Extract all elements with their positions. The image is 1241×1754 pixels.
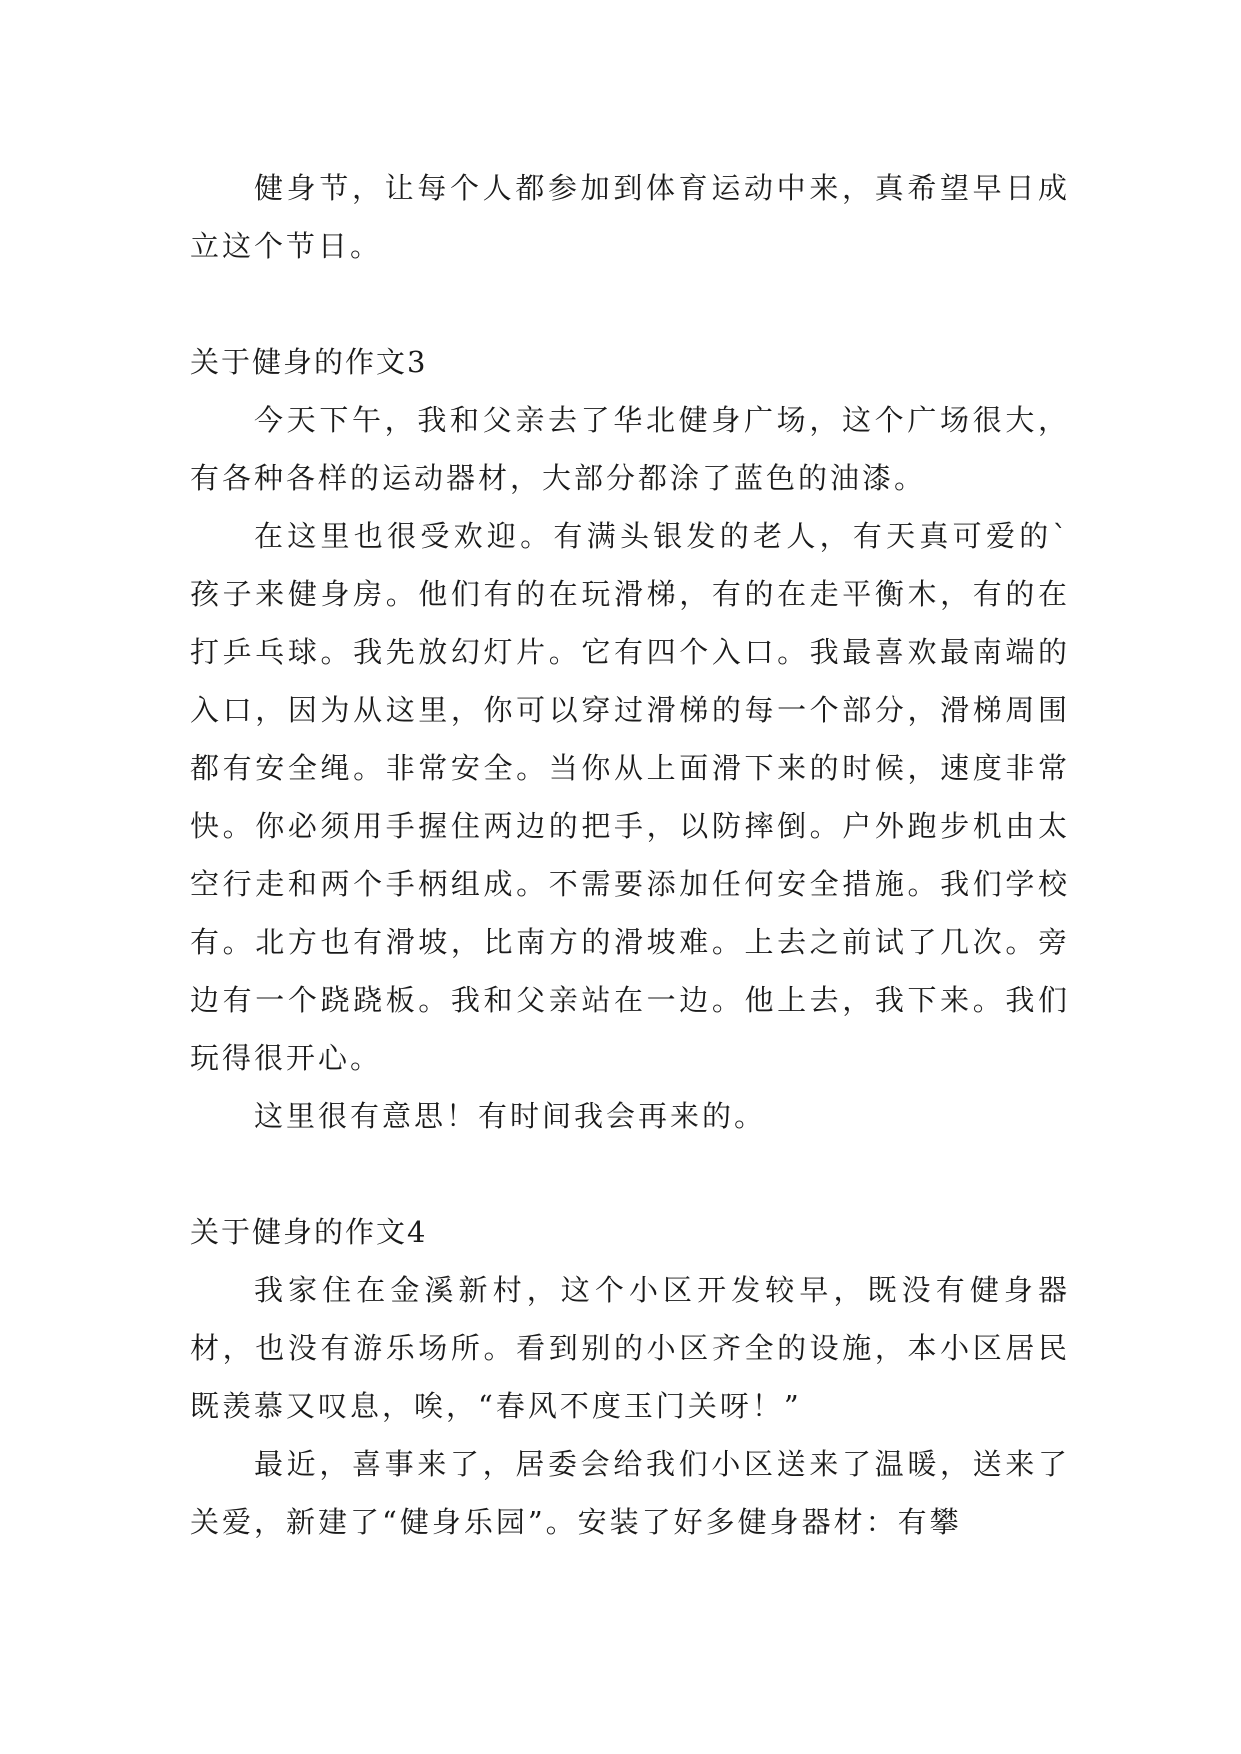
paragraph: 这里很有意思！有时间我会再来的。 (254, 1099, 767, 1133)
paragraph: 最近，喜事来了，居委会给我们小区送来了温暖，送来了关爱，新建了“健身乐园”。安装了好多健身器材：有攀 (190, 1447, 1070, 1539)
paragraph: 健身节，让每个人都参加到体育运动中来，真希望早日成立这个节日。 (190, 171, 1070, 263)
section-gap (190, 275, 1070, 333)
section-heading: 关于健身的作文4 (190, 1215, 428, 1249)
paragraph: 在这里也很受欢迎。有满头银发的老人，有天真可爱的`孩子来健身房。他们有的在玩滑梯，有的在走平衡木，有的在打乒乓球。我先放幻灯片。它有四个入口。我最喜欢最南端的入口，因为从这里，你可以穿过滑梯的每一个部分，滑梯周围都有安全绳。非常安全。当你从上面滑下来的时候，速度非常快。你必须用手握住两边的把手，以防摔倒。户外跑步机由太空行走和两个手柄组成。不需要添加任何安全措施。我们学校有。北方也有滑坡，比南方的滑坡难。上去之前试了几次。旁边有一个跷跷板。我和父亲站在一边。他上去，我下来。我们玩得很开心。 (190, 519, 1070, 1075)
document-body (190, 159, 1070, 1551)
paragraph: 我家住在金溪新村，这个小区开发较早，既没有健身器材，也没有游乐场所。看到别的小区齐全的设施，本小区居民既羡慕又叹息，唉，“春风不度玉门关呀！” (190, 1273, 1070, 1423)
section-heading: 关于健身的作文3 (190, 345, 428, 379)
section-gap (190, 1145, 1070, 1203)
paragraph: 今天下午，我和父亲去了华北健身广场，这个广场很大，有各种各样的运动器材，大部分都涂了蓝色的油漆。 (190, 403, 1070, 495)
